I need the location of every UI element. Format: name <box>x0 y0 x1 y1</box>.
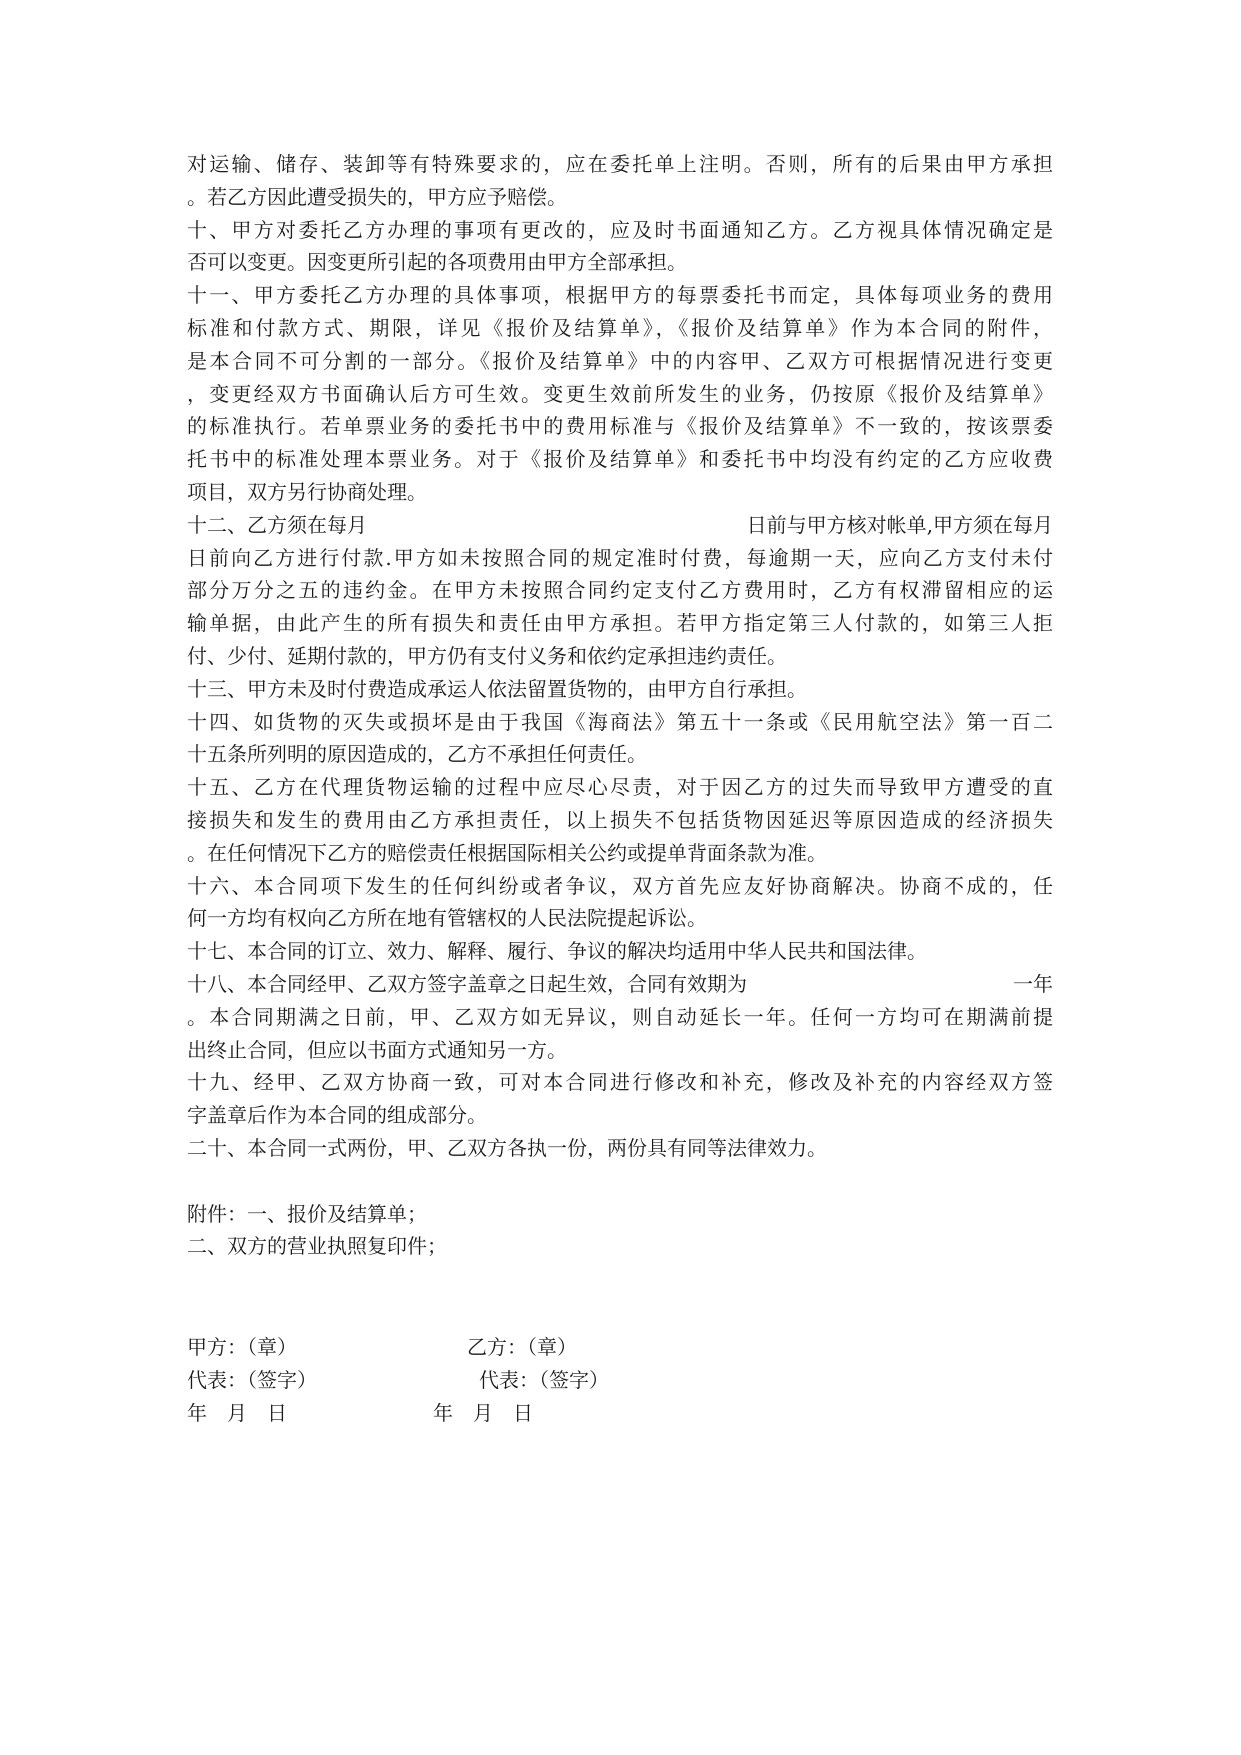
clause-18-line: 出终止合同，但应以书面方式通知另一方。 <box>187 1037 567 1062</box>
clause-11-line: 是本合同不可分割的一部分。《报价及结算单》中的内容甲、乙双方可根据情况进行变更 <box>187 348 1053 373</box>
clause-13-line: 十三、甲方未及时付费造成承运人依法留置货物的，由甲方自行承担。 <box>187 676 807 701</box>
clause-11-line: 标准和付款方式、期限，详见《报价及结算单》，《报价及结算单》作为本合同的附件， <box>187 315 1053 340</box>
clause-18-line <box>187 968 1053 1001</box>
attachment-line: 二、双方的营业执照复印件； <box>187 1234 447 1259</box>
clause-9-line: 。若乙方因此遭受损失的，甲方应予赔偿。 <box>187 184 567 209</box>
clause-20-line: 二十、本合同一式两份，甲、乙双方各执一份，两份具有同等法律效力。 <box>187 1135 827 1160</box>
clause-10-line: 十、甲方对委托乙方办理的事项有更改的，应及时书面通知乙方。乙方视具体情况确定是 <box>187 217 1053 242</box>
clause-12-line: 输单据，由此产生的所有损失和责任由甲方承担。若甲方指定第三人付款的，如第三人拒 <box>187 611 1053 636</box>
seal-row <box>187 1331 1053 1364</box>
clause-15-line: 十五、乙方在代理货物运输的过程中应尽心尽责，对于因乙方的过失而导致甲方遭受的直 <box>187 775 1053 800</box>
clause-9-line: 对运输、储存、装卸等有特殊要求的，应在委托单上注明。否则，所有的后果由甲方承担 <box>187 152 1053 176</box>
clause-11-line: 的标准执行。若单票业务的委托书中的费用标准与《报价及结算单》不一致的，按该票委 <box>187 414 1053 439</box>
clause-16-line: 何一方均有权向乙方所在地有管辖权的人民法院提起诉讼。 <box>187 906 707 931</box>
attachment-line: 附件：一、报价及结算单； <box>187 1201 427 1226</box>
clause-11-line: 托书中的标准处理本票业务。对于《报价及结算单》和委托书中均没有约定的乙方应收费 <box>187 447 1053 472</box>
party-a-representative: 代表：（签字） <box>187 1367 317 1392</box>
party-b-representative: 代表：（签字） <box>479 1367 609 1392</box>
clause-14-line: 十五条所列明的原因造成的，乙方不承担任何责任。 <box>187 742 647 767</box>
clause-17-line: 十七、本合同的订立、效力、解释、履行、争议的解决均适用中华人民共和国法律。 <box>187 939 927 964</box>
party-a-date: 年 月 日 <box>187 1400 287 1425</box>
clause-14-line: 十四、如货物的灭失或损坏是由于我国《海商法》第五十一条或《民用航空法》第一百二 <box>187 709 1053 734</box>
clause-11-line: 十一、甲方委托乙方办理的具体事项，根据甲方的每票委托书而定，具体每项业务的费用 <box>187 283 1053 308</box>
party-a-seal: 甲方：（章） <box>187 1335 297 1360</box>
clause-15-line: 接损失和发生的费用由乙方承担责任，以上损失不包括货物因延迟等原因造成的经济损失 <box>187 807 1053 832</box>
clause-12-start: 十二、乙方须在每月 <box>187 512 367 537</box>
clause-10-line: 否可以变更。因变更所引起的各项费用由甲方全部承担。 <box>187 250 687 275</box>
clause-12-line: 日前向乙方进行付款.甲方如未按照合同的规定准时付费，每逾期一天，应向乙方支付未付 <box>187 545 1053 570</box>
clause-12-end: 日前与甲方核对帐单,甲方须在每月 <box>746 512 1053 537</box>
clause-18-end: 一年 <box>1013 971 1053 996</box>
representative-row <box>187 1364 1053 1397</box>
spacer <box>187 1165 1053 1198</box>
clause-11-line: ，变更经双方书面确认后方可生效。变更生效前所发生的业务，仍按原《报价及结算单》 <box>187 381 1053 406</box>
clause-11-line: 项目，双方另行协商处理。 <box>187 479 427 504</box>
clause-18-line: 。本合同期满之日前，甲、乙双方如无异议，则自动延长一年。任何一方均可在期满前提 <box>187 1004 1053 1029</box>
clause-12-line: 部分万分之五的违约金。在甲方未按照合同约定支付乙方费用时，乙方有权滞留相应的运 <box>187 578 1053 603</box>
party-b-date: 年 月 日 <box>433 1400 533 1425</box>
party-b-seal: 乙方：（章） <box>467 1335 577 1360</box>
spacer <box>187 1263 1053 1331</box>
clause-19-line: 十九、经甲、乙双方协商一致，可对本合同进行修改和补充，修改及补充的内容经双方签 <box>187 1070 1053 1095</box>
clause-12-line <box>187 509 1053 542</box>
clause-18-start: 十八、本合同经甲、乙双方签字盖章之日起生效，合同有效期为 <box>187 971 747 996</box>
clause-12-line: 付、少付、延期付款的，甲方仍有支付义务和依约定承担违约责任。 <box>187 643 787 668</box>
clause-16-line: 十六、本合同项下发生的任何纠纷或者争议，双方首先应友好协商解决。协商不成的，任 <box>187 873 1053 898</box>
date-row <box>187 1397 1053 1430</box>
clause-15-line: 。在任何情况下乙方的赔偿责任根据国际相关公约或提单背面条款为准。 <box>187 840 827 865</box>
clause-19-line: 字盖章后作为本合同的组成部分。 <box>187 1103 487 1128</box>
contract-page <box>187 148 1053 1429</box>
